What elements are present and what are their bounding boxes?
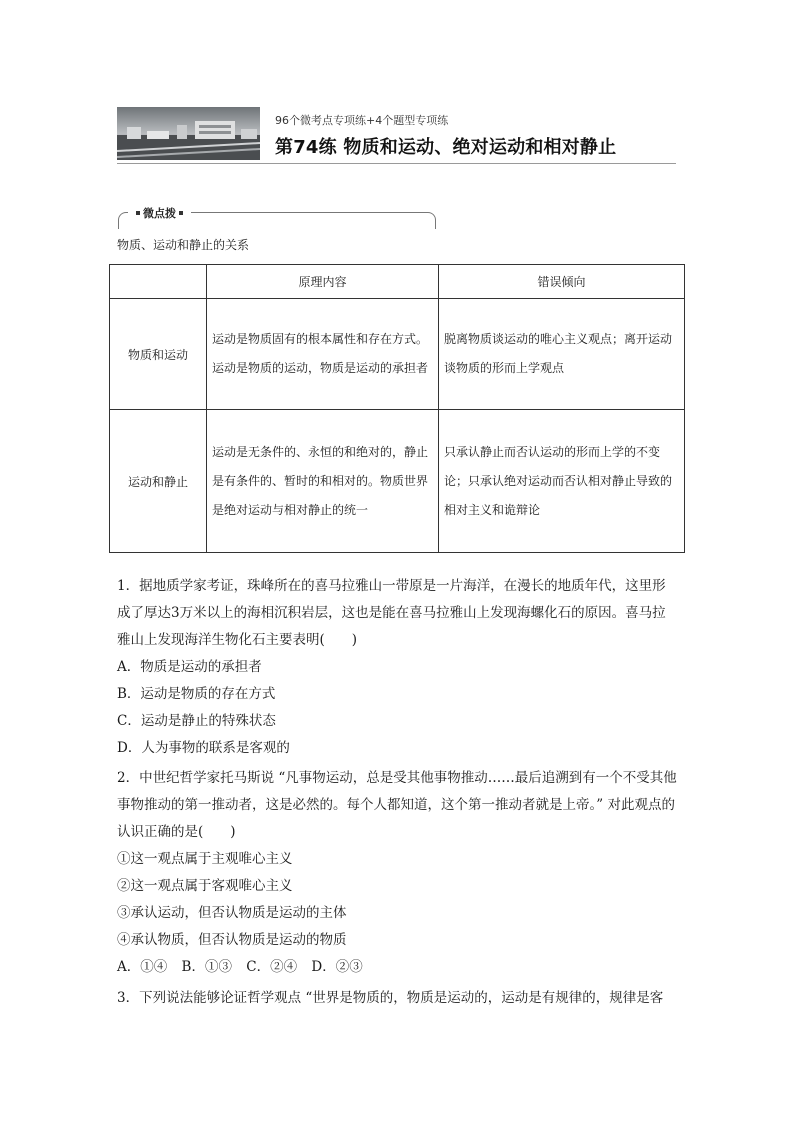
tip-label bbox=[128, 205, 191, 221]
question-1 bbox=[117, 573, 679, 762]
principle-cell: 运动是物质固有的根本属性和存在方式。运动是物质的运动，物质是运动的承担者 bbox=[207, 299, 439, 410]
square-bullet-icon bbox=[136, 211, 140, 215]
table-header-cell: 错误倾向 bbox=[439, 265, 685, 299]
series-subtitle: 96个微考点专项练+4个题型专项练 bbox=[275, 114, 449, 127]
table-header-cell: 原理内容 bbox=[207, 265, 439, 299]
table-header-cell bbox=[110, 265, 207, 299]
header-divider bbox=[117, 163, 676, 164]
statement-4: ④承认物质，但否认物质是运动的物质 bbox=[117, 932, 347, 948]
table-row bbox=[110, 410, 685, 553]
option-a: A．物质是运动的承担者 bbox=[117, 659, 262, 675]
option-c: C．②④ bbox=[246, 959, 298, 975]
option-c: C．运动是静止的特殊状态 bbox=[117, 713, 276, 729]
statement-3: ③承认运动，但否认物质是运动的主体 bbox=[117, 905, 347, 921]
question-stem: 1．据地质学家考证，珠峰所在的喜马拉雅山一带原是一片海洋，在漫长的地质年代，这里形成了厚达3万米以上的海相沉积岩层，这也是能在喜马拉雅山上发现海螺化石的原因。喜马拉雅山上发现海洋生物化石主要表明( ) bbox=[117, 578, 666, 648]
option-a: A．①④ bbox=[117, 959, 168, 975]
statement-2: ②这一观点属于客观唯心主义 bbox=[117, 878, 293, 894]
option-d: D．人为事物的联系是客观的 bbox=[117, 740, 290, 756]
relation-table bbox=[109, 264, 685, 553]
square-bullet-icon bbox=[179, 211, 183, 215]
options-row bbox=[117, 954, 679, 981]
statement-1: ①这一观点属于主观唯心主义 bbox=[117, 851, 293, 867]
table-row bbox=[110, 299, 685, 410]
error-cell: 脱离物质谈运动的唯心主义观点；离开运动谈物质的形而上学观点 bbox=[439, 299, 685, 410]
city-skyline-photo bbox=[117, 107, 260, 160]
question-stem: 3．下列说法能够论证哲学观点 “世界是物质的，物质是运动的，运动是有规律的，规律是客 bbox=[117, 990, 664, 1006]
option-d: D．②③ bbox=[311, 959, 363, 975]
section-title: 物质、运动和静止的关系 bbox=[117, 238, 250, 252]
tip-label-text: 微点拨 bbox=[143, 207, 176, 220]
option-b: B．①③ bbox=[181, 959, 232, 975]
city-skyline-icon bbox=[117, 107, 260, 160]
principle-cell: 运动是无条件的、永恒的和绝对的，静止是有条件的、暂时的和相对的。物质世界是绝对运动与相对静止的统一 bbox=[207, 410, 439, 553]
question-stem: 2．中世纪哲学家托马斯说 “凡事物运动，总是受其他事物推动……最后追溯到有一个不受其他事物推动的第一推动者，这是必然的。每个人都知道，这个第一推动者就是上帝。” 对此观点的认识正确的是( ) bbox=[117, 770, 677, 840]
error-cell: 只承认静止而否认运动的形而上学的不变论；只承认绝对运动而否认相对静止导致的相对主义和诡辩论 bbox=[439, 410, 685, 553]
row-head: 运动和静止 bbox=[110, 410, 207, 553]
question-2 bbox=[117, 765, 679, 981]
page-title: 第74练 物质和运动、绝对运动和相对静止 bbox=[275, 137, 617, 158]
row-head: 物质和运动 bbox=[110, 299, 207, 410]
option-b: B．运动是物质的存在方式 bbox=[117, 686, 276, 702]
question-3 bbox=[117, 985, 679, 1012]
table-header-row bbox=[110, 265, 685, 299]
